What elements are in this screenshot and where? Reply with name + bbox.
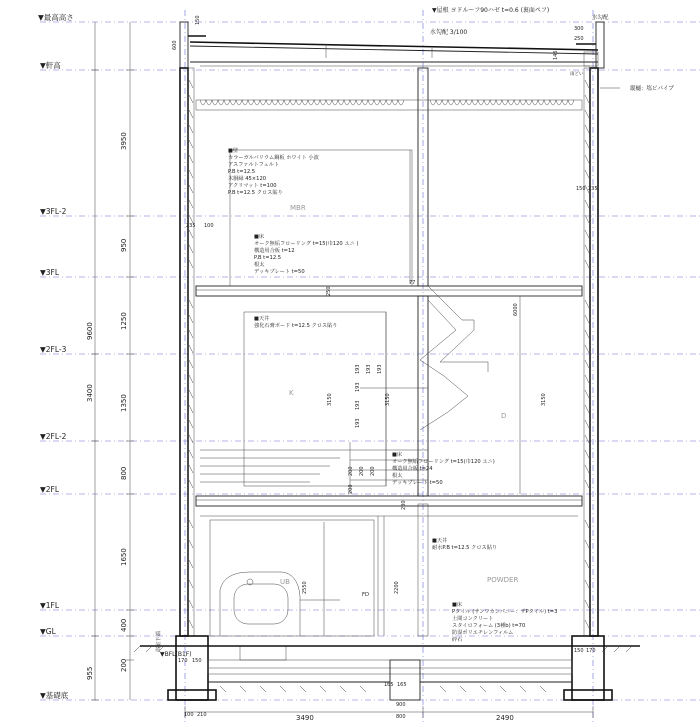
dim-top-600: 600 [172, 40, 178, 50]
dim-400: 400 [120, 618, 128, 632]
level-label-3fl-2: ▼3FL-2 [40, 207, 67, 216]
floor2-spec-note [392, 450, 495, 486]
small-note: 雨どい [570, 72, 584, 77]
vertical-dimensions [86, 22, 134, 700]
dim-3490: 3490 [296, 714, 314, 722]
gutter-note: 縦樋：塩ビパイプ [630, 86, 674, 92]
floor3-note-line-3: 根太 [254, 262, 265, 268]
level-label-2fl-2: ▼2FL-2 [40, 432, 67, 441]
dim-2490: 2490 [496, 714, 514, 722]
floor1-note-line-2: スタイロフォーム (3種b) t=70 [452, 623, 526, 629]
dim-950: 950 [120, 238, 128, 252]
stair-dim-lower-1: 200 [348, 484, 354, 494]
slope-note: 水勾配 3/100 [430, 29, 468, 36]
dim-top-300: 300 [574, 26, 584, 32]
height-dim-k: 3150 [327, 393, 333, 406]
dim-200: 200 [120, 658, 128, 672]
dim-found-165a: 165 [384, 682, 394, 688]
dim-3400: 3400 [86, 384, 94, 402]
floor3-spec-note [254, 232, 358, 275]
ceiling2-note-line-0: 強化石膏ボード t=12.5 クロス貼り [254, 323, 338, 329]
dim-wall-230: 230 [401, 500, 407, 510]
level-label-1fl: ▼1FL [40, 601, 60, 610]
wall-note-line-3: 木胴縁 45×120 [228, 176, 267, 182]
dim-found-165b: 165 [397, 682, 407, 688]
ceiling1-note-line-0: 耐水P.B t=12.5 クロス貼り [432, 545, 498, 551]
wall-note-line-0: カラーガルバリウム鋼板 ホワイト 小波 [228, 155, 319, 161]
stair-dim-lower-2: 200 [348, 466, 354, 476]
dim-955: 955 [86, 666, 94, 680]
dim-1650: 1650 [120, 548, 128, 566]
floor3-note-title: ■床 [254, 234, 265, 240]
floor1-note-line-4: 砕石 [452, 637, 463, 643]
floor2-note-line-3: デッキプレート t=50 [392, 480, 443, 486]
level-label-gl: ▼GL [40, 627, 56, 636]
room-label-mbr: MBR [290, 204, 306, 212]
level-labels [38, 12, 192, 700]
wall-spec-note [228, 146, 320, 196]
ceiling2-spec-note [254, 314, 337, 329]
stair-dim-4: 193 [355, 418, 361, 428]
wall-note-line-4: アクリマット t=100 [228, 183, 277, 189]
fd-label: FD [362, 592, 369, 598]
dim-found-800: 800 [396, 714, 406, 720]
dim-found-150-left: 150 [192, 658, 202, 664]
stair-dim-5: 193 [366, 364, 372, 374]
stair-dimensions [348, 364, 383, 494]
dim-found-170-right: 170 [586, 648, 596, 654]
level-label-eaves: ▼軒高 [40, 61, 61, 70]
dim-slab-250: 250 [326, 286, 332, 296]
floor3-note-line-0: オーク無垢フローリング t=15(巾120 ユニ ) [254, 241, 359, 247]
dim-9600: 9600 [86, 322, 94, 340]
eaves-note: 水勾配 [592, 15, 609, 21]
height-dim-stair: 6000 [513, 303, 519, 316]
dim-slab-77: 77 [409, 280, 416, 286]
floor1-note-title: ■床 [452, 602, 463, 608]
dim-found-900: 900 [396, 702, 406, 708]
stair-dim-lower-4: 200 [370, 466, 376, 476]
bench-label: 浴室下端 [156, 631, 162, 652]
dim-found-170-left: 170 [178, 658, 188, 664]
height-dim-ub: 2550 [302, 581, 308, 594]
wall-note-title: ■壁 [228, 148, 239, 154]
stair-dim-lower-3: 200 [359, 466, 365, 476]
small-dimensions [178, 186, 598, 720]
room-label-d: D [501, 412, 507, 420]
dim-wall-150-right: 150 [576, 186, 586, 192]
roof-note: ▼屋根 ヨドルーフ90ハゼ t=0.6 (裏面ペフ) [432, 7, 550, 14]
dim-wall-235-left: 235 [186, 223, 196, 229]
wall-note-line-5: P.B t=12.5 クロス貼り [228, 190, 283, 196]
level-label-bfl: ▼BFL(B1F) [160, 651, 192, 658]
dim-floor-210: 210 [197, 712, 207, 718]
floor2-note-line-2: 根太 [392, 473, 403, 479]
ceiling1-spec-note [432, 536, 497, 551]
floor3-note-line-1: 構造用合板 t=12 [254, 248, 295, 254]
horizontal-dimensions [185, 706, 593, 722]
dim-top-145: 145 [553, 50, 559, 60]
dim-1350: 1350 [120, 394, 128, 412]
dim-floor-100: 100 [184, 712, 194, 718]
floor3-note-line-2: P.B t=12.5 [254, 255, 282, 261]
dim-found-150-right: 150 [574, 648, 584, 654]
room-labels [154, 204, 518, 652]
stair-dim-3: 193 [355, 400, 361, 410]
room-label-powder: POWDER [487, 576, 519, 584]
building-section [134, 22, 640, 700]
floor3-note-line-4: デッキプレート t=50 [254, 269, 305, 275]
level-label-top: ▼最高高さ [38, 13, 74, 22]
level-label-3fl: ▼3FL [40, 268, 60, 277]
dim-800: 800 [120, 466, 128, 480]
wall-note-line-2: P.B t=12.5 [228, 169, 256, 175]
ceiling1-note-title: ■天井 [432, 538, 448, 544]
floor2-note-line-0: オーク無垢フローリング t=15(巾120 ユニ) [392, 459, 495, 465]
floor1-spec-note [452, 600, 557, 643]
dim-wall-100-left: 100 [204, 223, 214, 229]
dim-top-150: 150 [195, 15, 201, 25]
floor1-note-line-3: 防湿ポリエチレンフィルム [452, 630, 514, 636]
dim-1250: 1250 [120, 312, 128, 330]
stair-dim-6: 193 [377, 364, 383, 374]
ceiling2-note-title: ■天井 [254, 316, 270, 322]
height-dim-k2: 3150 [385, 393, 391, 406]
dim-top-250: 250 [574, 36, 584, 42]
level-label-2fl-3: ▼2FL-3 [40, 345, 67, 354]
height-dim-powder: 2200 [394, 581, 400, 594]
wall-note-line-1: アスファルトフェルト [228, 162, 280, 168]
stair-dim-1: 193 [355, 364, 361, 374]
room-height-dimensions [302, 303, 547, 594]
level-label-foundation: ▼基礎底 [40, 691, 69, 700]
floor2-note-line-1: 構造用合板 t=24 [392, 466, 433, 472]
height-dim-d: 3150 [541, 393, 547, 406]
dim-wall-235-right: 235 [588, 186, 598, 192]
room-label-k: K [289, 389, 294, 397]
floor2-note-title: ■床 [392, 452, 403, 458]
level-label-2fl: ▼2FL [40, 485, 60, 494]
floor1-note-line-1: 土間コンクリート [452, 616, 494, 622]
floor1-note-line-0: Pタイル (サンワカンパニー：ザPタイル) t=3 [452, 609, 558, 615]
stair-dim-2: 193 [355, 382, 361, 392]
dim-3950: 3950 [120, 132, 128, 150]
room-label-ub: UB [280, 578, 290, 586]
